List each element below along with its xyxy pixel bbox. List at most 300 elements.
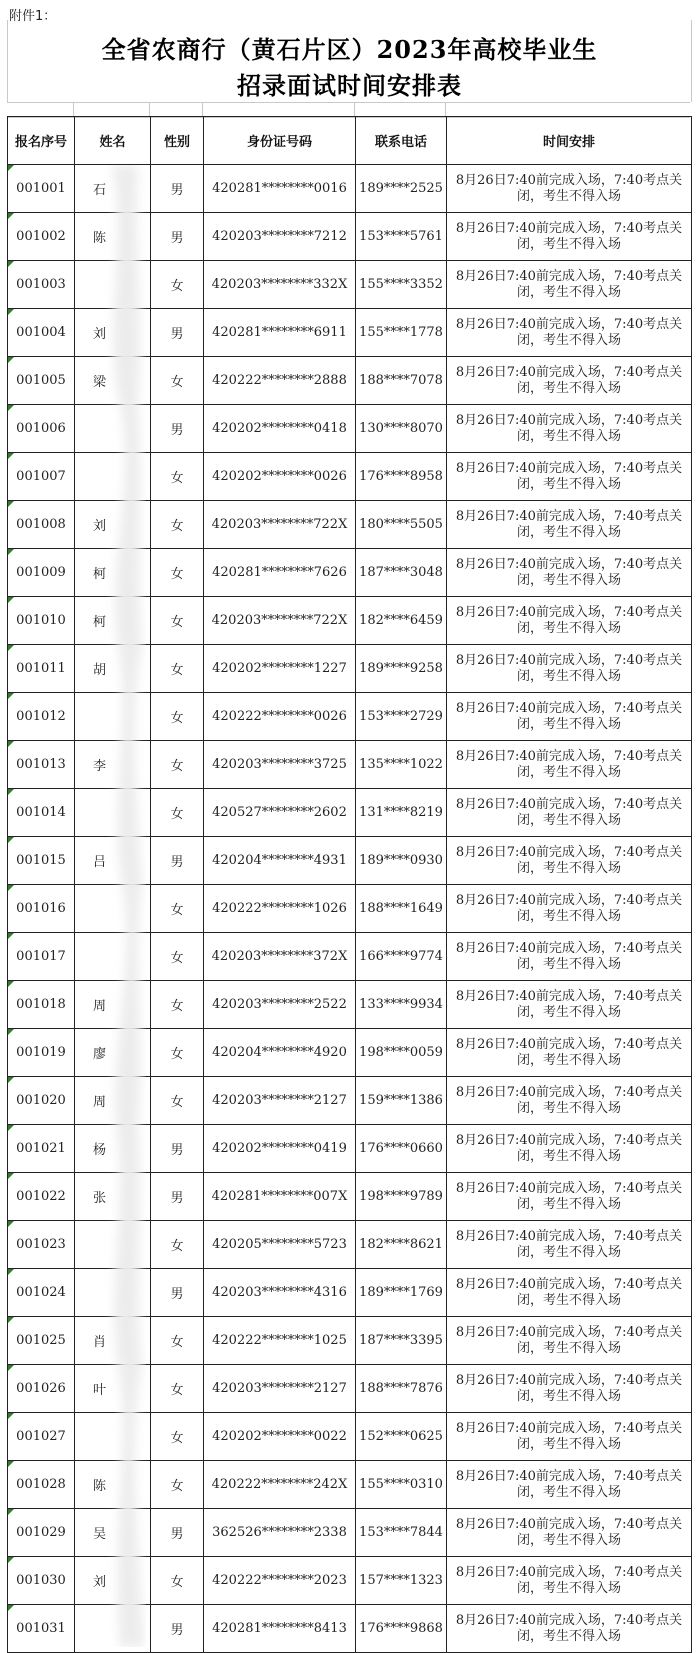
cell-id-number-text: 420222********2023: [212, 1573, 347, 1588]
cell-gender: [151, 981, 204, 1029]
cell-schedule-text: 8月26日7:40前完成入场，7:40考点关闭，考生不得入场: [455, 844, 683, 876]
cell-id-number-text: 420204********4931: [212, 853, 347, 868]
table-row: [8, 213, 692, 261]
cell-gender-text: 女: [170, 567, 184, 582]
cell-name: [75, 501, 151, 549]
cell-gender: [151, 789, 204, 837]
cell-id-number: [204, 1605, 356, 1653]
cell-registration-no: [8, 837, 75, 885]
table-row: [8, 261, 692, 309]
cell-name: [75, 1413, 151, 1461]
cell-id-number-text: 420203********2127: [212, 1381, 347, 1396]
document-title-line1: 全省农商行（黄石片区）2023年高校毕业生: [101, 35, 598, 64]
cell-schedule-text: 8月26日7:40前完成入场，7:40考点关闭，考生不得入场: [455, 364, 683, 396]
cell-schedule: [447, 789, 692, 837]
cell-schedule-text: 8月26日7:40前完成入场，7:40考点关闭，考生不得入场: [455, 412, 683, 444]
cell-phone: [356, 501, 447, 549]
cell-schedule-text: 8月26日7:40前完成入场，7:40考点关闭，考生不得入场: [455, 796, 683, 828]
cell-registration-no: [8, 645, 75, 693]
cell-phone-text: 153****5761: [359, 229, 443, 244]
cell-id-number-text: 420203********3725: [212, 757, 347, 772]
cell-phone-text: 188****7876: [359, 1381, 443, 1396]
table-header-row: [8, 117, 692, 165]
cell-name-text: 李: [93, 759, 107, 774]
cell-schedule: [447, 693, 692, 741]
cell-phone: [356, 1365, 447, 1413]
cell-gender: [151, 501, 204, 549]
cell-schedule: [447, 645, 692, 693]
cell-marker-icon: [8, 1317, 14, 1323]
cell-registration-no-text: 001027: [16, 1429, 66, 1444]
header-name: 姓名: [75, 117, 151, 165]
cell-phone: [356, 309, 447, 357]
cell-id-number-text: 420203********2127: [212, 1093, 347, 1108]
cell-name-text: 柯: [93, 567, 107, 582]
table-row: [8, 1125, 692, 1173]
cell-name-text: 刘: [93, 519, 107, 534]
cell-id-number: [204, 1413, 356, 1461]
cell-name: [75, 789, 151, 837]
cell-id-number-text: 420281********6911: [212, 325, 347, 340]
cell-name: [75, 405, 151, 453]
cell-marker-icon: [8, 1029, 14, 1035]
cell-marker-icon: [8, 741, 14, 747]
cell-schedule: [447, 453, 692, 501]
cell-gender-text: 女: [170, 1239, 184, 1254]
cell-registration-no: [8, 501, 75, 549]
cell-name: [75, 261, 151, 309]
cell-registration-no-text: 001031: [16, 1621, 66, 1636]
cell-schedule: [447, 1221, 692, 1269]
cell-name-text: 廖: [93, 1047, 107, 1062]
title-block: [7, 20, 692, 102]
cell-gender-text: 男: [170, 423, 184, 438]
cell-name: [75, 885, 151, 933]
table-row: [8, 741, 692, 789]
cell-registration-no-text: 001011: [16, 661, 66, 676]
cell-phone: [356, 1173, 447, 1221]
cell-phone: [356, 837, 447, 885]
cell-gender-text: 女: [170, 279, 184, 294]
table-row: [8, 309, 692, 357]
cell-schedule-text: 8月26日7:40前完成入场，7:40考点关闭，考生不得入场: [455, 940, 683, 972]
cell-gender-text: 女: [170, 663, 184, 678]
cell-registration-no-text: 001013: [16, 757, 66, 772]
cell-schedule: [447, 165, 692, 213]
cell-id-number: [204, 693, 356, 741]
cell-id-number: [204, 885, 356, 933]
cell-registration-no: [8, 357, 75, 405]
cell-phone: [356, 1269, 447, 1317]
cell-gender-text: 男: [170, 1527, 184, 1542]
cell-registration-no: [8, 1413, 75, 1461]
cell-gender: [151, 1077, 204, 1125]
cell-gender-text: 女: [170, 1575, 184, 1590]
table-row: [8, 1413, 692, 1461]
cell-schedule: [447, 309, 692, 357]
table-row: [8, 453, 692, 501]
cell-name-text: 吴: [93, 1527, 107, 1542]
cell-gender: [151, 1509, 204, 1557]
cell-schedule-text: 8月26日7:40前完成入场，7:40考点关闭，考生不得入场: [455, 1612, 683, 1644]
cell-registration-no-text: 001021: [16, 1141, 66, 1156]
cell-phone: [356, 933, 447, 981]
cell-marker-icon: [8, 357, 14, 363]
cell-gender-text: 男: [170, 1287, 184, 1302]
cell-id-number-text: 420204********4920: [212, 1045, 347, 1060]
cell-name: [75, 1317, 151, 1365]
cell-registration-no-text: 001030: [16, 1573, 66, 1588]
cell-phone: [356, 693, 447, 741]
cell-schedule: [447, 837, 692, 885]
cell-schedule-text: 8月26日7:40前完成入场，7:40考点关闭，考生不得入场: [455, 1276, 683, 1308]
header-registration-no: 报名序号: [8, 117, 75, 165]
cell-registration-no: [8, 549, 75, 597]
header-phone: 联系电话: [356, 117, 447, 165]
cell-schedule: [447, 261, 692, 309]
cell-marker-icon: [8, 597, 14, 603]
table-row: [8, 165, 692, 213]
cell-registration-no-text: 001004: [16, 325, 66, 340]
cell-phone-text: 188****1649: [359, 901, 443, 916]
cell-schedule: [447, 933, 692, 981]
cell-marker-icon: [8, 1365, 14, 1371]
cell-name: [75, 597, 151, 645]
cell-schedule: [447, 1461, 692, 1509]
cell-gender: [151, 1125, 204, 1173]
cell-registration-no: [8, 789, 75, 837]
cell-schedule: [447, 1077, 692, 1125]
cell-gender-text: 男: [170, 327, 184, 342]
cell-schedule: [447, 741, 692, 789]
cell-schedule-text: 8月26日7:40前完成入场，7:40考点关闭，考生不得入场: [455, 508, 683, 540]
cell-registration-no: [8, 405, 75, 453]
cell-schedule: [447, 1605, 692, 1653]
cell-phone: [356, 1029, 447, 1077]
cell-name: [75, 981, 151, 1029]
cell-registration-no-text: 001006: [16, 421, 66, 436]
cell-marker-icon: [8, 645, 14, 651]
cell-schedule: [447, 885, 692, 933]
cell-registration-no: [8, 213, 75, 261]
cell-schedule-text: 8月26日7:40前完成入场，7:40考点关闭，考生不得入场: [455, 1132, 683, 1164]
table-row: [8, 549, 692, 597]
schedule-table: [7, 116, 692, 1653]
cell-gender: [151, 405, 204, 453]
cell-registration-no: [8, 261, 75, 309]
cell-name: [75, 357, 151, 405]
cell-registration-no-text: 001008: [16, 517, 66, 532]
cell-marker-icon: [8, 885, 14, 891]
cell-registration-no: [8, 309, 75, 357]
cell-registration-no: [8, 981, 75, 1029]
cell-id-number-text: 420222********1026: [212, 901, 347, 916]
cell-gender-text: 女: [170, 711, 184, 726]
cell-gender-text: 女: [170, 519, 184, 534]
cell-id-number: [204, 1365, 356, 1413]
cell-schedule: [447, 597, 692, 645]
cell-phone-text: 176****0660: [359, 1141, 443, 1156]
cell-phone-text: 153****2729: [359, 709, 443, 724]
cell-name: [75, 1221, 151, 1269]
cell-phone: [356, 1221, 447, 1269]
table-row: [8, 1365, 692, 1413]
cell-gender-text: 女: [170, 471, 184, 486]
cell-schedule: [447, 1509, 692, 1557]
cell-id-number: [204, 549, 356, 597]
cell-registration-no-text: 001010: [16, 613, 66, 628]
cell-marker-icon: [8, 453, 14, 459]
cell-name-text: 陈: [93, 1479, 107, 1494]
cell-registration-no: [8, 1125, 75, 1173]
cell-name: [75, 741, 151, 789]
cell-name: [75, 1269, 151, 1317]
grid-line: [73, 103, 74, 117]
cell-id-number: [204, 1125, 356, 1173]
cell-registration-no: [8, 741, 75, 789]
cell-gender: [151, 309, 204, 357]
cell-gender: [151, 1221, 204, 1269]
cell-registration-no-text: 001018: [16, 997, 66, 1012]
cell-gender-text: 男: [170, 231, 184, 246]
cell-registration-no-text: 001001: [16, 181, 66, 196]
cell-phone-text: 131****8219: [359, 805, 443, 820]
cell-registration-no-text: 001017: [16, 949, 66, 964]
cell-name-text: 肖: [93, 1335, 107, 1350]
cell-phone: [356, 1461, 447, 1509]
cell-gender: [151, 357, 204, 405]
cell-phone: [356, 405, 447, 453]
cell-gender: [151, 1365, 204, 1413]
cell-schedule-text: 8月26日7:40前完成入场，7:40考点关闭，考生不得入场: [455, 988, 683, 1020]
table-row: [8, 885, 692, 933]
cell-gender-text: 男: [170, 855, 184, 870]
cell-gender-text: 女: [170, 615, 184, 630]
cell-registration-no: [8, 1605, 75, 1653]
cell-registration-no-text: 001007: [16, 469, 66, 484]
cell-schedule-text: 8月26日7:40前完成入场，7:40考点关闭，考生不得入场: [455, 1084, 683, 1116]
cell-gender-text: 女: [170, 759, 184, 774]
cell-registration-no-text: 001012: [16, 709, 66, 724]
cell-phone: [356, 1605, 447, 1653]
cell-id-number-text: 420203********722X: [211, 517, 348, 532]
cell-marker-icon: [8, 261, 14, 267]
cell-phone-text: 155****0310: [359, 1477, 443, 1492]
cell-registration-no-text: 001023: [16, 1237, 66, 1252]
grid-line: [445, 103, 446, 117]
cell-registration-no-text: 001025: [16, 1333, 66, 1348]
cell-marker-icon: [8, 1173, 14, 1179]
cell-phone-text: 188****7078: [359, 373, 443, 388]
cell-marker-icon: [8, 1509, 14, 1515]
cell-registration-no: [8, 597, 75, 645]
cell-phone-text: 198****0059: [359, 1045, 443, 1060]
header-gender: 性别: [151, 117, 204, 165]
cell-schedule: [447, 1317, 692, 1365]
cell-registration-no: [8, 165, 75, 213]
cell-registration-no: [8, 1317, 75, 1365]
cell-gender-text: 女: [170, 1095, 184, 1110]
cell-id-number-text: 420222********2888: [212, 373, 347, 388]
cell-registration-no: [8, 1557, 75, 1605]
cell-phone-text: 176****8958: [359, 469, 443, 484]
cell-gender: [151, 597, 204, 645]
cell-gender: [151, 693, 204, 741]
cell-id-number: [204, 1557, 356, 1605]
cell-id-number-text: 420281********0016: [212, 181, 347, 196]
cell-phone-text: 166****9774: [359, 949, 443, 964]
cell-schedule: [447, 1029, 692, 1077]
cell-phone: [356, 1509, 447, 1557]
cell-schedule: [447, 1365, 692, 1413]
cell-schedule-text: 8月26日7:40前完成入场，7:40考点关闭，考生不得入场: [455, 1180, 683, 1212]
cell-phone-text: 159****1386: [359, 1093, 443, 1108]
cell-registration-no-text: 001019: [16, 1045, 66, 1060]
cell-name: [75, 1605, 151, 1653]
cell-phone-text: 182****8621: [359, 1237, 443, 1252]
cell-id-number: [204, 789, 356, 837]
cell-phone-text: 157****1323: [359, 1573, 443, 1588]
table-row: [8, 501, 692, 549]
cell-gender-text: 男: [170, 1191, 184, 1206]
cell-gender: [151, 1557, 204, 1605]
cell-phone-text: 187****3395: [359, 1333, 443, 1348]
cell-gender: [151, 885, 204, 933]
cell-id-number: [204, 357, 356, 405]
table-row: [8, 1557, 692, 1605]
cell-phone: [356, 741, 447, 789]
cell-phone: [356, 597, 447, 645]
cell-schedule-text: 8月26日7:40前完成入场，7:40考点关闭，考生不得入场: [455, 220, 683, 252]
header-id-number: 身份证号码: [204, 117, 356, 165]
cell-gender: [151, 1413, 204, 1461]
table-row: [8, 837, 692, 885]
cell-gender: [151, 549, 204, 597]
cell-phone: [356, 981, 447, 1029]
cell-registration-no-text: 001005: [16, 373, 66, 388]
cell-id-number: [204, 165, 356, 213]
cell-name-text: 石: [93, 183, 107, 198]
cell-schedule: [447, 1125, 692, 1173]
cell-id-number-text: 420203********7212: [212, 229, 347, 244]
cell-id-number: [204, 1221, 356, 1269]
cell-id-number: [204, 309, 356, 357]
cell-schedule-text: 8月26日7:40前完成入场，7:40考点关闭，考生不得入场: [455, 172, 683, 204]
cell-schedule-text: 8月26日7:40前完成入场，7:40考点关闭，考生不得入场: [455, 316, 683, 348]
table-row: [8, 1605, 692, 1653]
cell-marker-icon: [8, 501, 14, 507]
cell-phone-text: 155****1778: [359, 325, 443, 340]
cell-phone: [356, 1557, 447, 1605]
cell-registration-no-text: 001016: [16, 901, 66, 916]
cell-id-number-text: 420281********007X: [211, 1189, 348, 1204]
cell-schedule: [447, 1557, 692, 1605]
cell-marker-icon: [8, 693, 14, 699]
cell-name-text: 柯: [93, 615, 107, 630]
cell-phone: [356, 1077, 447, 1125]
cell-registration-no-text: 001024: [16, 1285, 66, 1300]
cell-id-number-text: 362526********2338: [212, 1525, 347, 1540]
cell-registration-no: [8, 885, 75, 933]
cell-schedule: [447, 357, 692, 405]
cell-schedule: [447, 405, 692, 453]
cell-id-number: [204, 837, 356, 885]
table-row: [8, 1173, 692, 1221]
cell-name: [75, 1557, 151, 1605]
cell-name: [75, 549, 151, 597]
cell-phone-text: 182****6459: [359, 613, 443, 628]
table-row: [8, 981, 692, 1029]
cell-name-text: 吕: [93, 855, 107, 870]
cell-phone-text: 133****9934: [359, 997, 443, 1012]
cell-name: [75, 837, 151, 885]
table-row: [8, 357, 692, 405]
cell-registration-no: [8, 1221, 75, 1269]
cell-name: [75, 693, 151, 741]
cell-name: [75, 933, 151, 981]
cell-gender-text: 女: [170, 375, 184, 390]
cell-schedule: [447, 213, 692, 261]
table-row: [8, 933, 692, 981]
cell-id-number-text: 420203********332X: [211, 277, 348, 292]
cell-phone: [356, 645, 447, 693]
cell-schedule: [447, 1269, 692, 1317]
cell-name-text: 叶: [93, 1383, 107, 1398]
cell-schedule-text: 8月26日7:40前完成入场，7:40考点关闭，考生不得入场: [455, 460, 683, 492]
cell-gender-text: 女: [170, 903, 184, 918]
cell-marker-icon: [8, 1221, 14, 1227]
cell-id-number: [204, 981, 356, 1029]
cell-schedule-text: 8月26日7:40前完成入场，7:40考点关闭，考生不得入场: [455, 1036, 683, 1068]
cell-gender: [151, 837, 204, 885]
cell-registration-no-text: 001028: [16, 1477, 66, 1492]
table-row: [8, 1461, 692, 1509]
cell-phone-text: 180****5505: [359, 517, 443, 532]
cell-marker-icon: [8, 1077, 14, 1083]
header-schedule: 时间安排: [447, 117, 692, 165]
cell-schedule: [447, 501, 692, 549]
cell-registration-no: [8, 1077, 75, 1125]
cell-id-number: [204, 453, 356, 501]
cell-marker-icon: [8, 789, 14, 795]
cell-gender: [151, 453, 204, 501]
document-title-line2: 招录面试时间安排表: [237, 71, 462, 100]
cell-phone-text: 153****7844: [359, 1525, 443, 1540]
cell-registration-no-text: 001015: [16, 853, 66, 868]
cell-phone: [356, 1413, 447, 1461]
cell-phone-text: 189****2525: [359, 181, 443, 196]
table-row: [8, 693, 692, 741]
cell-marker-icon: [8, 309, 14, 315]
cell-gender: [151, 1173, 204, 1221]
table-row: [8, 1269, 692, 1317]
cell-name: [75, 453, 151, 501]
table-row: [8, 597, 692, 645]
cell-marker-icon: [8, 549, 14, 555]
cell-registration-no-text: 001003: [16, 277, 66, 292]
cell-name-text: 张: [93, 1191, 107, 1206]
cell-id-number: [204, 1317, 356, 1365]
cell-name: [75, 309, 151, 357]
cell-schedule-text: 8月26日7:40前完成入场，7:40考点关闭，考生不得入场: [455, 1372, 683, 1404]
cell-gender: [151, 165, 204, 213]
cell-id-number: [204, 645, 356, 693]
table-row: [8, 1077, 692, 1125]
cell-registration-no-text: 001026: [16, 1381, 66, 1396]
cell-id-number-text: 420202********0026: [212, 469, 347, 484]
cell-phone: [356, 1317, 447, 1365]
cell-name: [75, 165, 151, 213]
